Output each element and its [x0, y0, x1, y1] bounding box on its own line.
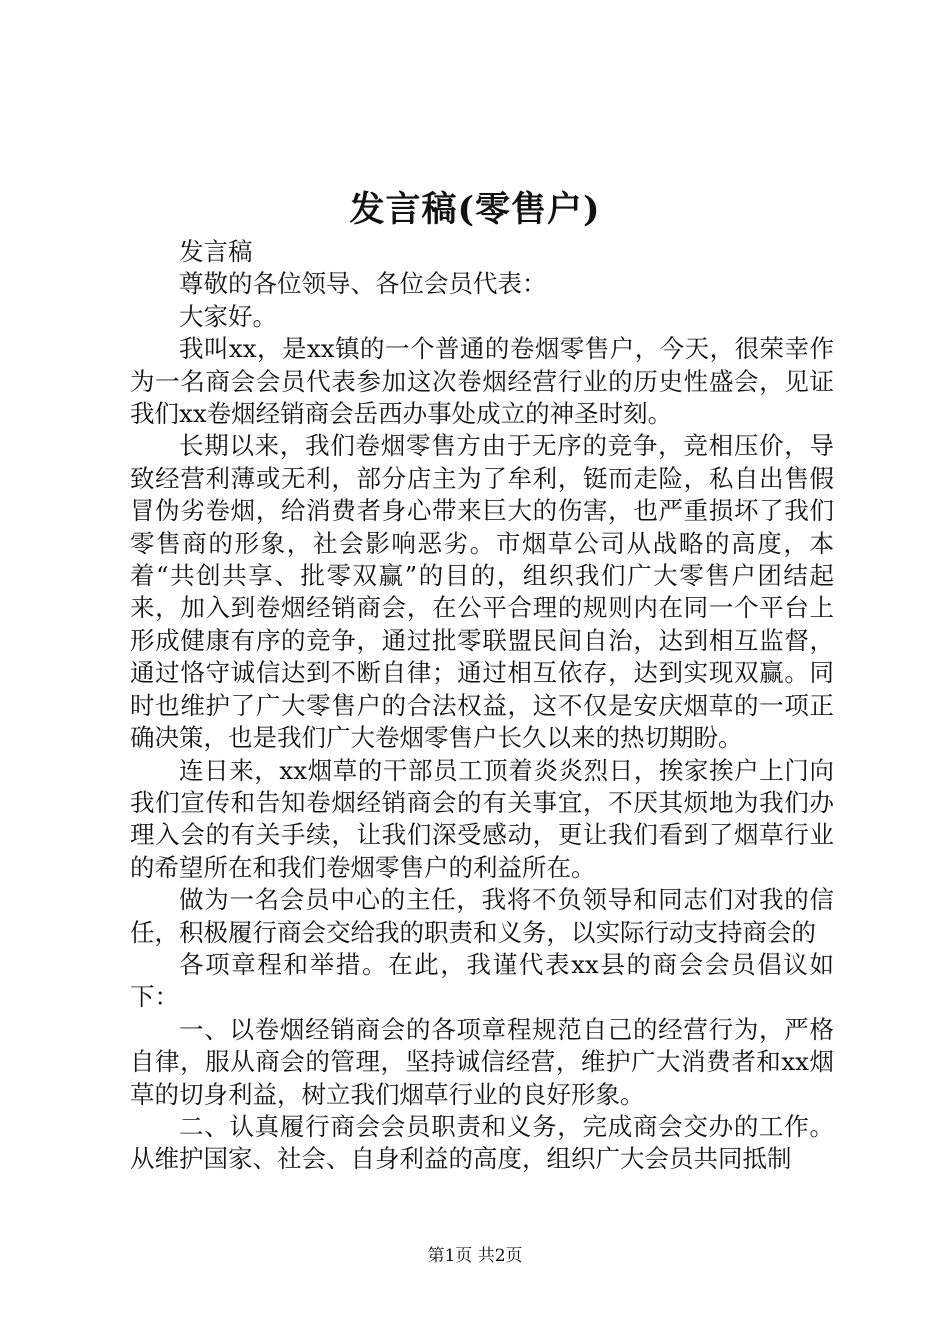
paragraph: 二、认真履行商会会员职责和义务，完成商会交办的工作。从维护国家、社会、自身利益的高度，组织广大会员共同抵制: [130, 1111, 834, 1174]
paragraph: 尊敬的各位领导、各位会员代表：: [179, 269, 547, 299]
paragraph: 我叫xx，是xx镇的一个普通的卷烟零售户，今天，很荣幸作为一名商会会员代表参加这次卷烟经营行业的历史性盛会，见证我们xx卷烟经销商会岳西办事处成立的神圣时刻。: [130, 334, 834, 429]
paragraph: 连日来，xx烟草的干部员工顶着炎炎烈日，挨家挨户上门向我们宣传和告知卷烟经销商会的有关事宜，不厌其烦地为我们办理入会的有关手续，让我们深受感动，更让我们看到了烟草行业的希望所在和我们卷烟零售户的利益所在。: [130, 755, 834, 882]
paragraph: 各项章程和举措。在此，我谨代表xx县的商会会员倡议如下：: [130, 949, 834, 1012]
document-body: [130, 236, 834, 1176]
paragraph: 做为一名会员中心的主任，我将不负领导和同志们对我的信任，积极履行商会交给我的职责和义务，以实际行动支持商会的: [130, 885, 834, 947]
paragraph: 一、以卷烟经销商会的各项章程规范自己的经营行为，严格自律，服从商会的管理，坚持诚信经营，维护广大消费者和xx烟草的切身利益，树立我们烟草行业的良好形象。: [130, 1014, 834, 1109]
page-footer: 第1页 共2页: [427, 1246, 523, 1266]
paragraph: 长期以来，我们卷烟零售方由于无序的竞争，竞相压价，导致经营利薄或无利，部分店主为了牟利，铤而走险，私自出售假冒伪劣卷烟，给消费者身心带来巨大的伤害，也严重损坏了我们零售商的形象，社会影响恶劣。市烟草公司从战略的高度，本着“共创共享、批零双赢”的目的，组织我们广大零售户团结起来，加入到卷烟经销商会，在公平合理的规则内在同一个平台上形成健康有序的竞争，通过批零联盟民间自治，达到相互监督，通过恪守诚信达到不断自律；通过相互依存，达到实现双赢。同时也维护了广大零售户的合法权益，这不仅是安庆烟草的一项正确决策，也是我们广大卷烟零售户长久以来的热切期盼。: [130, 431, 834, 753]
paragraph: 发言稿: [179, 237, 253, 266]
paragraph: 大家好。: [179, 301, 277, 331]
document-title: 发言稿(零售户): [349, 189, 601, 230]
